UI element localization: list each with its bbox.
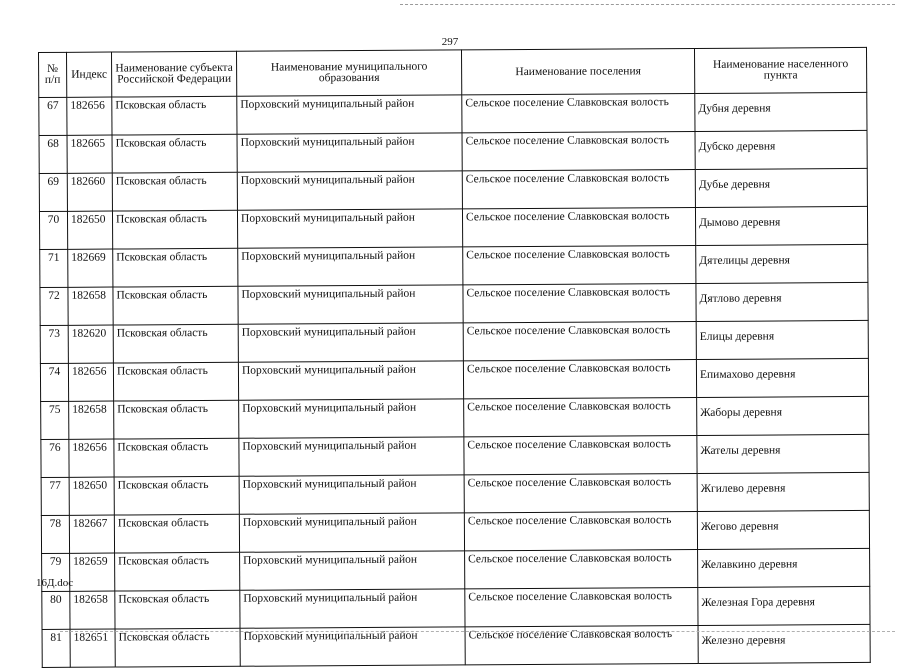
table-row	[40, 358, 868, 401]
cell-municipality: Порховский муниципальный район	[238, 285, 463, 324]
cell-locality: Железно деревня	[698, 624, 870, 663]
table-row	[41, 510, 869, 553]
cell-locality: Жателы деревня	[697, 434, 869, 473]
cell-num: 75	[41, 401, 69, 439]
header-settlement: Наименование поселения	[461, 48, 694, 94]
header-index: Индекс	[67, 52, 112, 97]
cell-index: 182658	[69, 401, 114, 439]
cell-locality: Жаборы деревня	[697, 396, 869, 435]
cell-subject: Псковская область	[115, 552, 240, 591]
table-row	[42, 548, 870, 591]
cell-subject: Псковская область	[112, 96, 237, 135]
table-row	[39, 130, 867, 173]
cell-subject: Псковская область	[114, 476, 239, 515]
cell-locality: Дубско деревня	[695, 130, 867, 169]
cell-num: 81	[42, 629, 70, 667]
table-header-row	[39, 47, 867, 97]
cell-municipality: Порховский муниципальный район	[239, 475, 464, 514]
cell-settlement: Сельское поселение Славковская волость	[463, 321, 696, 360]
cell-num: 79	[42, 553, 70, 591]
cell-num: 80	[42, 591, 70, 629]
header-municipality: Наименование муниципального образования	[236, 50, 461, 96]
cell-index: 182658	[68, 287, 113, 325]
cell-settlement: Сельское поселение Славковская волость	[462, 207, 695, 246]
cell-index: 182650	[67, 211, 112, 249]
cell-num: 78	[41, 515, 69, 553]
cell-subject: Псковская область	[112, 210, 237, 249]
cell-settlement: Сельское поселение Славковская волость	[463, 283, 696, 322]
cell-num: 67	[39, 97, 67, 135]
cell-settlement: Сельское поселение Славковская волость	[465, 549, 698, 588]
cell-subject: Псковская область	[114, 400, 239, 439]
cell-index: 182665	[67, 135, 112, 173]
cell-index: 182669	[68, 249, 113, 287]
table-row	[41, 434, 869, 477]
cell-num: 69	[39, 173, 67, 211]
cell-locality: Дятелицы деревня	[696, 244, 868, 283]
cell-municipality: Порховский муниципальный район	[237, 209, 462, 248]
cell-num: 74	[40, 363, 68, 401]
table-row	[39, 168, 867, 211]
cell-index: 182658	[70, 591, 115, 629]
cell-subject: Псковская область	[115, 590, 240, 629]
cell-municipality: Порховский муниципальный район	[237, 171, 462, 210]
cell-locality: Железная Гора деревня	[698, 586, 870, 625]
page-number: 297	[441, 36, 459, 48]
cell-settlement: Сельское поселение Славковская волость	[465, 625, 698, 664]
cell-settlement: Сельское поселение Славковская волость	[464, 435, 697, 474]
cell-settlement: Сельское поселение Славковская волость	[462, 169, 695, 208]
cell-index: 182656	[69, 439, 114, 477]
cell-index: 182650	[69, 477, 114, 515]
cell-locality: Елицы деревня	[696, 320, 868, 359]
cell-municipality: Порховский муниципальный район	[238, 323, 463, 362]
cell-locality: Жегово деревня	[697, 510, 869, 549]
cell-num: 70	[39, 211, 67, 249]
cell-locality: Дымово деревня	[695, 206, 867, 245]
cell-subject: Псковская область	[114, 438, 239, 477]
cell-municipality: Порховский муниципальный район	[239, 437, 464, 476]
cell-municipality: Порховский муниципальный район	[240, 551, 465, 590]
cell-settlement: Сельское поселение Славковская волость	[464, 511, 697, 550]
cell-subject: Псковская область	[112, 172, 237, 211]
cell-subject: Псковская область	[113, 286, 238, 325]
cell-locality: Дятлово деревня	[696, 282, 868, 321]
cell-index: 182656	[68, 363, 113, 401]
table-row	[40, 282, 868, 325]
cell-num: 71	[40, 249, 68, 287]
cell-index: 182651	[70, 629, 115, 667]
header-subject: Наименование субъекта Российской Федерации	[112, 51, 237, 97]
cell-locality: Дубня деревня	[695, 92, 867, 131]
cell-municipality: Порховский муниципальный район	[239, 513, 464, 552]
cell-index: 182656	[67, 97, 112, 135]
cell-settlement: Сельское поселение Славковская волость	[465, 587, 698, 626]
cell-subject: Псковская область	[113, 248, 238, 287]
cell-locality: Дубье деревня	[695, 168, 867, 207]
cell-num: 77	[41, 477, 69, 515]
table-row	[42, 586, 870, 629]
cell-municipality: Порховский муниципальный район	[238, 247, 463, 286]
cell-num: 68	[39, 135, 67, 173]
cell-municipality: Порховский муниципальный район	[238, 361, 463, 400]
cell-subject: Псковская область	[113, 324, 238, 363]
table-row	[40, 320, 868, 363]
scan-artifact-top	[400, 4, 895, 5]
cell-settlement: Сельское поселение Славковская волость	[464, 473, 697, 512]
cell-subject: Псковская область	[114, 514, 239, 553]
cell-locality: Жгилево деревня	[697, 472, 869, 511]
cell-settlement: Сельское поселение Славковская волость	[462, 93, 695, 132]
cell-subject: Псковская область	[112, 134, 237, 173]
table-row	[41, 472, 869, 515]
cell-subject: Псковская область	[113, 362, 238, 401]
cell-settlement: Сельское поселение Славковская волость	[462, 131, 695, 170]
cell-index: 182659	[70, 553, 115, 591]
cell-settlement: Сельское поселение Славковская волость	[463, 245, 696, 284]
header-num: № п/п	[39, 52, 67, 97]
table-row	[40, 244, 868, 287]
cell-municipality: Порховский муниципальный район	[239, 399, 464, 438]
cell-municipality: Порховский муниципальный район	[237, 95, 462, 134]
cell-locality: Епимахово деревня	[696, 358, 868, 397]
cell-municipality: Порховский муниципальный район	[240, 627, 465, 666]
scan-artifact-bottom	[60, 631, 895, 632]
cell-subject: Псковская область	[115, 628, 240, 667]
cell-settlement: Сельское поселение Славковская волость	[463, 359, 696, 398]
table-body	[39, 92, 870, 667]
cell-index: 182667	[69, 515, 114, 553]
cell-num: 72	[40, 287, 68, 325]
table-row	[39, 206, 867, 249]
cell-index: 182620	[68, 325, 113, 363]
table-row	[41, 396, 869, 439]
footer-filename: 16Д.doc	[36, 577, 74, 589]
settlements-table	[38, 47, 871, 668]
cell-municipality: Порховский муниципальный район	[240, 589, 465, 628]
cell-num: 73	[40, 325, 68, 363]
cell-settlement: Сельское поселение Славковская волость	[464, 397, 697, 436]
cell-num: 76	[41, 439, 69, 477]
header-locality: Наименование населенного пункта	[694, 47, 866, 93]
cell-municipality: Порховский муниципальный район	[237, 133, 462, 172]
cell-locality: Желавкино деревня	[698, 548, 870, 587]
cell-index: 182660	[67, 173, 112, 211]
table-row	[39, 92, 867, 135]
